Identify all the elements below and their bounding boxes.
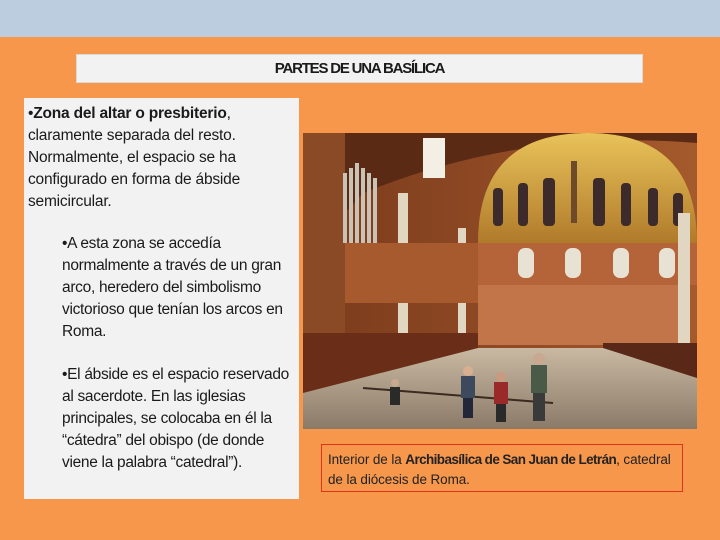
top-band bbox=[0, 0, 720, 37]
title-box bbox=[76, 54, 643, 83]
presbiterio-term: Zona del altar o presbiterio bbox=[33, 105, 227, 122]
caption-suffix: , catedral de la diócesis de Roma. bbox=[328, 452, 671, 487]
text-panel bbox=[24, 98, 299, 499]
paragraph-arco: •A esta zona se accedía normalmente a través de un gran arco, heredero del simbolismo victorioso que tenían los arcos en Roma. bbox=[62, 235, 283, 340]
presbiterio-description: , claramente separada del resto. Normalmente, el espacio se ha configurado en forma de ábside semicircular. bbox=[28, 105, 241, 210]
photo-caption bbox=[321, 444, 683, 492]
paragraph-presbiterio bbox=[28, 103, 296, 213]
bullet: • bbox=[28, 105, 34, 122]
caption-basilica-name: Archibasílica de San Juan de Letrán bbox=[405, 452, 617, 467]
caption-prefix: Interior de la bbox=[328, 452, 406, 467]
paragraph-abside: •El ábside es el espacio reservado al sacerdote. En las iglesias principales, se colocaba en él la “cátedra” del obispo (de donde viene la palabra “catedral”). bbox=[62, 366, 290, 471]
slide-title: PARTES DE UNA BASÍLICA bbox=[274, 60, 445, 77]
basilica-interior-image bbox=[303, 133, 697, 429]
basilica-interior-photo bbox=[303, 133, 697, 429]
